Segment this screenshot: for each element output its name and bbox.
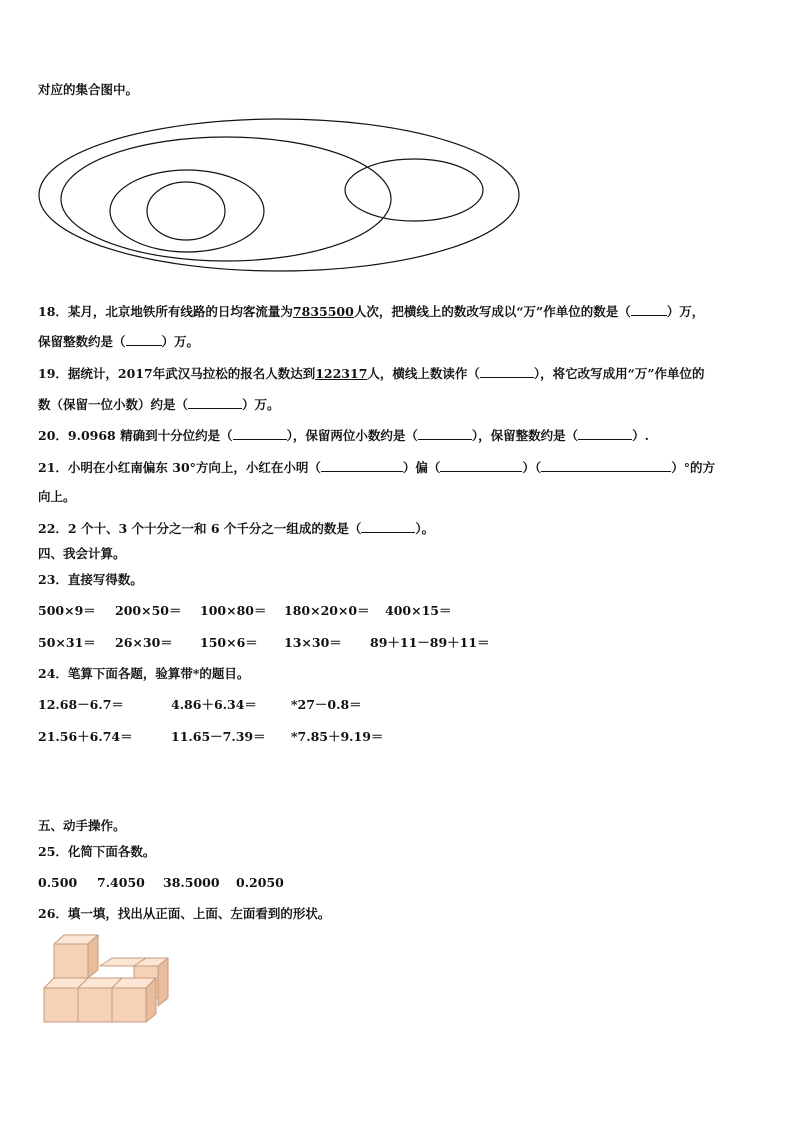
question-number: 19． <box>38 366 68 381</box>
number-item: 7.4050 <box>97 875 145 890</box>
question-number: 18． <box>38 304 68 319</box>
large-set-ellipse <box>61 137 391 261</box>
number-row <box>38 875 338 891</box>
answer-blank[interactable] <box>631 303 667 316</box>
calc-item: 26×30＝ <box>115 635 173 650</box>
question-text: ）万。 <box>242 397 280 412</box>
question-text: ）万。 <box>161 334 200 349</box>
section-4-heading: 四、我会计算。 <box>38 546 126 561</box>
question-24-title: 24．笔算下面各题，验算带*的题目。 <box>38 666 250 681</box>
question-text: 数（保留一位小数）约是（ <box>38 397 189 412</box>
calc-item: 12.68－6.7＝ <box>38 697 124 712</box>
question-22 <box>38 520 434 537</box>
question-text: 保留整数约是（ <box>38 334 126 349</box>
calc-row <box>38 729 438 745</box>
calc-item: 400×15＝ <box>385 603 452 618</box>
number-item: 0.500 <box>38 875 78 890</box>
calc-item: 11.65－7.39＝ <box>171 729 266 744</box>
calc-row <box>38 697 438 713</box>
number-item: 0.2050 <box>236 875 284 890</box>
question-23-title: 23．直接写得数。 <box>38 572 143 587</box>
underlined-number: 7835500 <box>292 304 354 319</box>
question-19 <box>38 365 705 382</box>
answer-blank[interactable] <box>126 333 162 346</box>
question-18 <box>38 303 704 320</box>
question-21 <box>38 459 715 476</box>
cube-stack-figure <box>40 932 180 1027</box>
question-26-title: 26．填一填，找出从正面、上面、左面看到的形状。 <box>38 906 331 921</box>
calc-row <box>38 603 538 619</box>
underlined-number: 122317 <box>315 366 368 381</box>
answer-blank[interactable] <box>321 459 403 472</box>
question-text: 某月，北京地铁所有线路的日均客流量为 <box>67 304 293 319</box>
calc-item: 500×9＝ <box>38 603 96 618</box>
question-text: ），将它改写成用“万”作单位的 <box>533 366 705 381</box>
question-text: ），保留两位小数约是（ <box>286 428 418 443</box>
question-text: ）。 <box>415 521 435 536</box>
calc-item: 150×6＝ <box>200 635 258 650</box>
question-25-title: 25．化简下面各数。 <box>38 844 156 859</box>
calc-item: 200×50＝ <box>115 603 182 618</box>
answer-blank[interactable] <box>188 396 242 409</box>
separate-set-ellipse <box>345 159 483 221</box>
answer-blank[interactable] <box>578 427 632 440</box>
question-text: ）. <box>632 428 649 443</box>
calc-item: 21.56＋6.74＝ <box>38 729 133 744</box>
calc-item: *7.85＋9.19＝ <box>291 729 384 744</box>
set-diagram <box>36 112 536 287</box>
question-text: ）（ <box>522 460 542 475</box>
answer-blank[interactable] <box>233 427 287 440</box>
question-text: ）°的方 <box>671 460 715 475</box>
question-text: ），保留整数约是（ <box>471 428 579 443</box>
question-text: 2 个十、3 个十分之一和 6 个千分之一组成的数是（ <box>67 521 362 536</box>
answer-blank[interactable] <box>418 427 472 440</box>
number-item: 38.5000 <box>163 875 220 890</box>
section-5-heading: 五、动手操作。 <box>38 818 126 833</box>
question-text: 人次，把横线上的数改写成以“万”作单位的数是（ <box>353 304 631 319</box>
calc-item: 50×31＝ <box>38 635 96 650</box>
calc-item: 180×20×0＝ <box>284 603 370 618</box>
intro-tail: 对应的集合图中。 <box>38 82 139 97</box>
question-20 <box>38 427 649 444</box>
outer-ellipse <box>39 119 519 271</box>
question-text: 9.0968 精确到十分位约是（ <box>67 428 233 443</box>
calc-row <box>38 635 538 651</box>
question-21-line2: 向上。 <box>38 489 76 504</box>
calc-item: 100×80＝ <box>200 603 267 618</box>
question-text: 据统计，2017年武汉马拉松的报名人数达到 <box>67 366 316 381</box>
question-text: ）偏（ <box>402 460 441 475</box>
cube-front-row <box>44 978 156 1022</box>
inner-set-ellipse <box>147 182 225 240</box>
answer-blank[interactable] <box>480 365 534 378</box>
calc-item: *27－0.8＝ <box>291 697 362 712</box>
answer-blank[interactable] <box>361 520 415 533</box>
cube-top <box>54 935 98 978</box>
question-number: 22． <box>38 521 68 536</box>
question-18-line2 <box>38 333 199 350</box>
question-text: ）万， <box>666 304 705 319</box>
question-number: 20． <box>38 428 68 443</box>
question-19-line2 <box>38 396 280 413</box>
calc-item: 4.86＋6.34＝ <box>171 697 257 712</box>
question-number: 21． <box>38 460 68 475</box>
calc-item: 89＋11－89＋11＝ <box>370 635 490 650</box>
calc-item: 13×30＝ <box>284 635 342 650</box>
question-text: 人，横线上数读作（ <box>367 366 480 381</box>
question-text: 小明在小红南偏东 30°方向上，小红在小明（ <box>67 460 321 475</box>
answer-blank[interactable] <box>541 459 671 472</box>
answer-blank[interactable] <box>440 459 522 472</box>
